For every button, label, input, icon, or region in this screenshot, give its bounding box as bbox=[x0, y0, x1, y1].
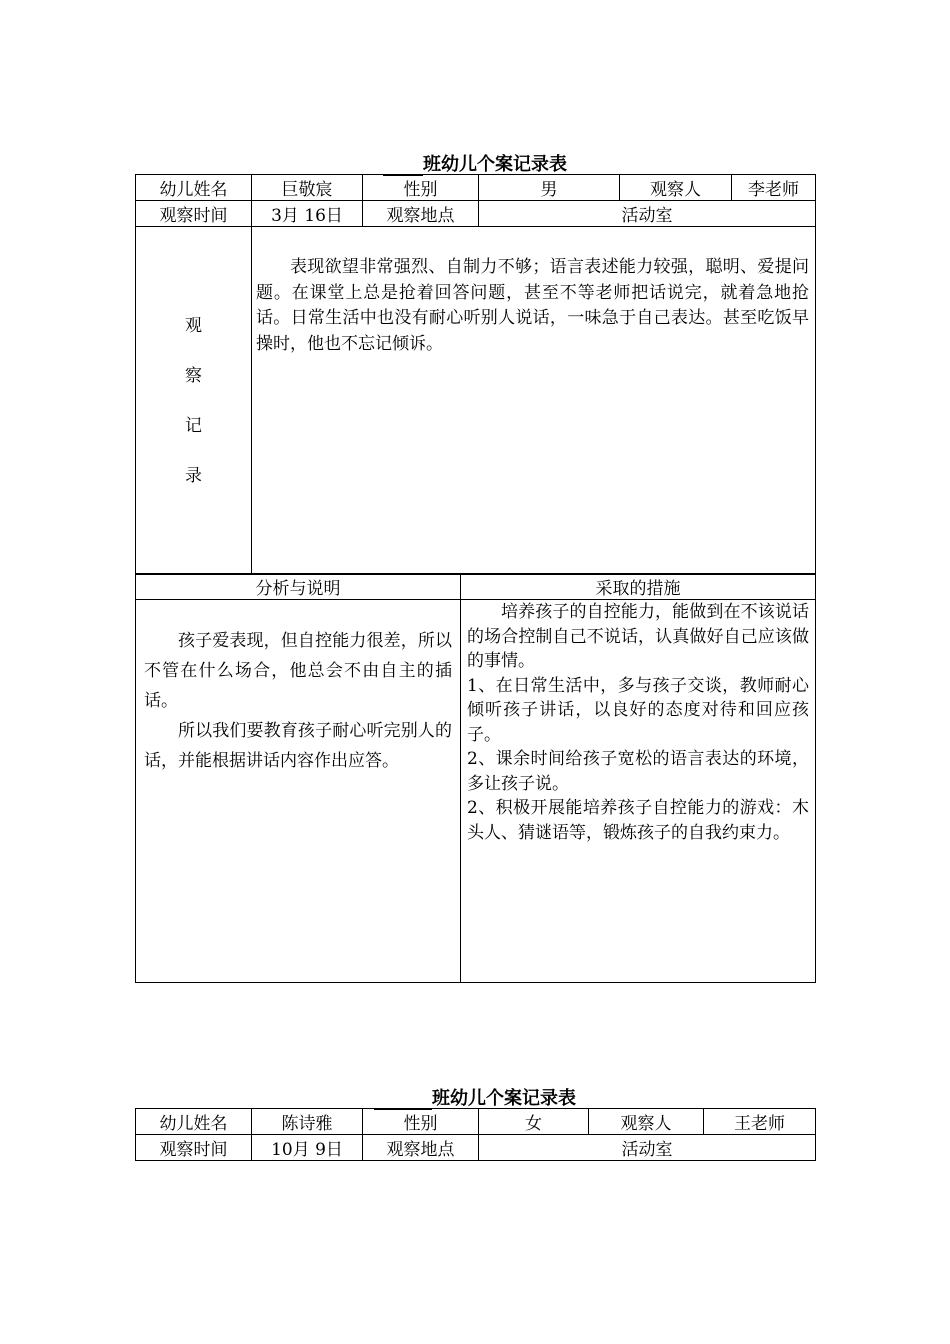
record-text: 表现欲望非常强烈、自制力不够；语言表述能力较强，聪明、爱提问题。在课堂上总是抢着回答问题，甚至不等老师把话说完，就着急地抢话。日常生活中也没有耐心听别人说话，一味急于自己表达。甚至吃饭早操时，他也不忘记倾诉。 bbox=[256, 257, 809, 354]
gender-label: 性别 bbox=[363, 175, 479, 201]
place-label: 观察地点 bbox=[363, 1135, 479, 1161]
place-value: 活动室 bbox=[479, 201, 816, 227]
observer-label: 观察人 bbox=[620, 175, 732, 201]
child-name: 巨敬宸 bbox=[252, 175, 363, 201]
measures-item: 2、课余时间给孩子宽松的语言表达的环境，多让孩子说。 bbox=[467, 749, 809, 794]
gender-value: 女 bbox=[479, 1109, 589, 1135]
form2-header-table bbox=[135, 1108, 816, 1161]
measures-cell bbox=[461, 600, 816, 983]
place-value: 活动室 bbox=[479, 1135, 816, 1161]
measures-item: 2、积极开展能培养孩子自控能力的游戏：木头人、猜谜语等，锻炼孩子的自我约束力。 bbox=[467, 798, 809, 843]
observer-value: 王老师 bbox=[704, 1109, 816, 1135]
form1-title: 班幼儿个案记录表 bbox=[135, 150, 815, 176]
child-name: 陈诗雅 bbox=[252, 1109, 363, 1135]
time-label: 观察时间 bbox=[136, 1135, 252, 1161]
place-label: 观察地点 bbox=[363, 201, 479, 227]
measures-paragraph: 培养孩子的自控能力，能做到在不该说话的场合控制自己不说话，认真做好自己应该做的事情。 bbox=[467, 602, 809, 671]
analysis-paragraph: 孩子爱表现，但自控能力很差，所以不管在什么场合，他总会不由自主的插话。 bbox=[144, 631, 452, 711]
record-label: 观 察 记 录 bbox=[136, 227, 252, 575]
form1-header-table bbox=[135, 174, 816, 575]
gender-label: 性别 bbox=[363, 1109, 479, 1135]
name-label: 幼儿姓名 bbox=[136, 1109, 252, 1135]
analysis-label: 分析与说明 bbox=[136, 574, 461, 600]
time-label: 观察时间 bbox=[136, 201, 252, 227]
record-text-cell bbox=[252, 227, 816, 575]
analysis-paragraph: 所以我们要教育孩子耐心听完别人的话，并能根据讲话内容作出应答。 bbox=[144, 721, 452, 771]
form1-analysis-table bbox=[135, 573, 816, 983]
name-label: 幼儿姓名 bbox=[136, 175, 252, 201]
form2-title: 班幼儿个案记录表 bbox=[135, 1084, 815, 1110]
time-value: 10月 9日 bbox=[252, 1135, 363, 1161]
observer-label: 观察人 bbox=[589, 1109, 704, 1135]
measures-label: 采取的措施 bbox=[461, 574, 816, 600]
time-value: 3月 16日 bbox=[252, 201, 363, 227]
observer-value: 李老师 bbox=[732, 175, 816, 201]
measures-item: 1、在日常生活中，多与孩子交谈，教师耐心倾听孩子讲话，以良好的态度对待和回应孩子。 bbox=[467, 675, 809, 745]
analysis-cell bbox=[136, 600, 461, 983]
gender-value: 男 bbox=[479, 175, 620, 201]
